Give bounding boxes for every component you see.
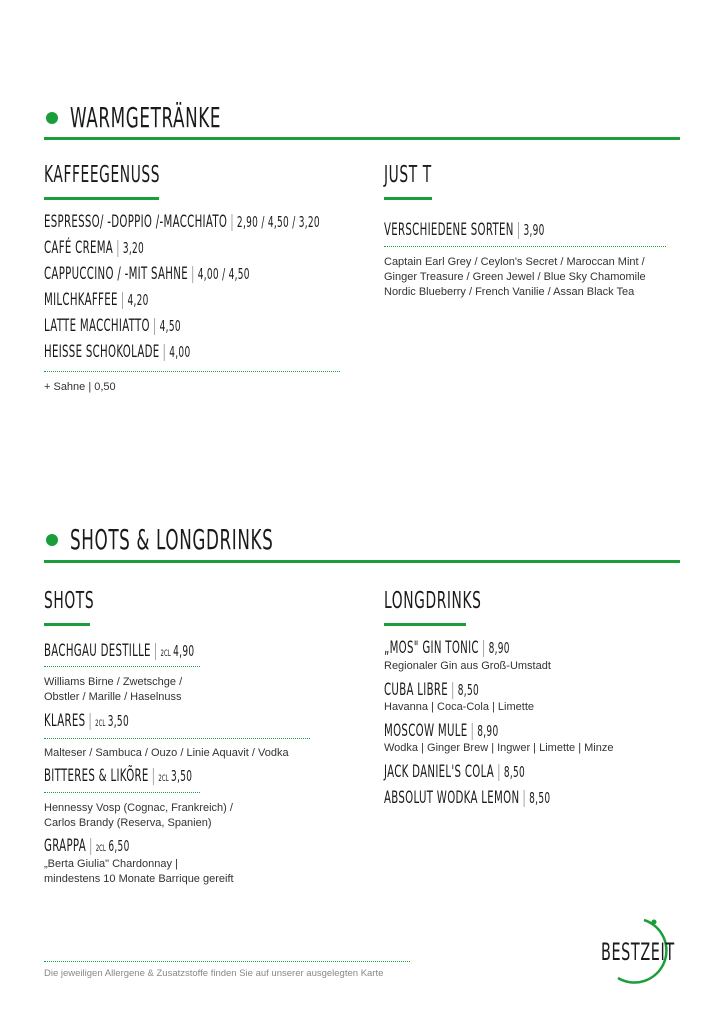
item-name: „MOS" GIN TONIC [384,638,479,658]
menu-item: CUBA LIBRE | 8,50 [384,680,480,700]
item-price: 4,00 / 4,50 [197,265,250,283]
subsection-title-shots [44,587,128,614]
item-name: CAPPUCCINO / -MIT SAHNE [44,264,188,284]
item-price: 4,20 [127,291,149,309]
section-title-text: SHOTS & LONGDRINKS [70,523,274,556]
subsection-underline [384,623,466,626]
menu-item: LATTE MACCHIATTO | 4,50 [44,316,181,336]
menu-item: KLARES | 2CL 3,50 [44,711,129,731]
item-price: 3,50 [171,767,193,785]
desc-line: Williams Birne / Zwetschge / [44,676,183,688]
item-price: 6,50 [108,837,130,855]
menu-item: ABSOLUT WODKA LEMON | 8,50 [384,788,551,808]
item-price: 8,90 [488,639,510,657]
menu-item: JACK DANIEL'S COLA | 8,50 [384,762,526,782]
desc-line: Malteser / Sambuca / Ouzo / Linie Aquavit / Vodka [44,747,289,759]
tea-line: Ginger Treasure / Green Jewel / Blue Sky Chamomile [384,271,646,283]
desc-line: Hennessy Vosp (Cognac, Frankreich) / [44,802,233,814]
item-description [44,675,182,705]
item-price: 3,20 [122,239,145,257]
menu-item: ESPRESSO/ -DOPPIO /-MACCHIATO | 2,90 / 4,50 / 3,20 [44,212,320,232]
section-title-text: WARMGETRÄNKE [70,101,222,134]
bullet-dot-icon [46,112,58,124]
item-price: 4,50 [159,317,181,335]
section-divider [44,137,680,140]
dotted-divider [44,666,200,667]
item-price: 8,50 [529,789,551,807]
item-name: GRAPPA [44,836,86,856]
subsection-title-longdrinks [384,587,547,614]
menu-item: CAPPUCCINO / -MIT SAHNE | 4,00 / 4,50 [44,264,250,284]
item-price: 4,90 [173,642,195,660]
tea-varieties [384,255,646,300]
menu-item: CAFÉ CREMA | 3,20 [44,238,145,258]
item-price: 4,00 [169,343,191,361]
item-description [44,801,233,831]
tea-line: Nordic Blueberry / French Vanilie / Assan Black Tea [384,286,635,298]
dotted-divider [44,961,410,962]
menu-item: BACHGAU DESTILLE | 2CL 4,90 [44,641,195,661]
item-price: 8,90 [477,722,499,740]
item-description: Havanna | Coca-Cola | Limette [384,701,535,713]
item-name: BITTERES & LIKÕRE [44,766,149,786]
subsection-title-just-t [384,161,464,188]
dotted-divider [44,371,340,372]
item-name: VERSCHIEDENE SORTEN [384,220,514,240]
menu-item: VERSCHIEDENE SORTEN | 3,90 [384,220,545,240]
subsection-title-text: JUST T [384,162,432,188]
section-divider [44,560,680,563]
bullet-dot-icon [46,534,58,546]
item-name: LATTE MACCHIATTO [44,316,150,336]
subsection-title-text: KAFFEEGENUSS [44,162,161,188]
item-unit: 2CL [158,774,169,784]
item-price: 3,90 [523,221,545,239]
logo-text: BESTZEIT [601,938,675,966]
desc-line: Carlos Brandy (Reserva, Spanien) [44,817,212,829]
extra-note: + Sahne | 0,50 [44,381,116,393]
item-price: 2,90 / 4,50 / 3,20 [236,213,320,231]
item-name: CAFÉ CREMA [44,238,114,258]
item-name: JACK DANIEL'S COLA [384,762,495,782]
item-name: ABSOLUT WODKA LEMON [384,788,520,808]
item-name: KLARES [44,711,86,731]
dotted-divider [44,792,200,793]
item-name: HEISSE SCHOKOLADE [44,342,160,362]
item-unit: 2CL [95,844,106,854]
menu-item: MOSCOW MULE | 8,90 [384,721,499,741]
item-description: Regionaler Gin aus Groß-Umstadt [384,660,551,672]
dotted-divider [384,246,666,247]
item-description [44,746,289,761]
desc-line: Obstler / Marille / Haselnuss [44,691,182,703]
subsection-title-text: SHOTS [44,588,95,614]
bestzeit-logo [592,912,687,984]
item-unit: 2CL [95,719,106,729]
desc-line: „Berta Giulia" Chardonnay | [44,858,178,870]
subsection-underline [44,623,90,626]
subsection-underline [384,197,432,200]
item-name: MILCHKAFFEE [44,290,118,310]
menu-item: MILCHKAFFEE | 4,20 [44,290,149,310]
menu-item: HEISSE SCHOKOLADE | 4,00 [44,342,191,362]
subsection-underline [44,197,159,200]
item-name: CUBA LIBRE [384,680,449,700]
item-description: Wodka | Ginger Brew | Ingwer | Limette | Minze [384,742,614,754]
item-unit: 2CL [160,649,171,659]
subsection-title-text: LONGDRINKS [384,588,482,614]
dotted-divider [44,738,310,739]
menu-item: BITTERES & LIKÕRE | 2CL 3,50 [44,766,193,786]
item-name: BACHGAU DESTILLE [44,641,151,661]
subsection-title-kaffeegenuss [44,161,238,188]
item-description [44,857,234,887]
item-price: 8,50 [503,763,526,781]
desc-line: mindestens 10 Monate Barrique gereift [44,873,234,885]
item-name: MOSCOW MULE [384,721,468,741]
tea-line: Captain Earl Grey / Ceylon's Secret / Maroccan Mint / [384,256,645,268]
item-price: 3,50 [107,712,129,730]
item-name: ESPRESSO/ -DOPPIO /-MACCHIATO [44,212,228,232]
menu-item: GRAPPA | 2CL 6,50 [44,836,130,856]
allergen-footnote: Die jeweiligen Allergene & Zusatzstoffe finden Sie auf unserer ausgelegten Karte [44,968,384,979]
item-price: 8,50 [457,681,480,699]
menu-item: „MOS" GIN TONIC | 8,90 [384,638,510,658]
